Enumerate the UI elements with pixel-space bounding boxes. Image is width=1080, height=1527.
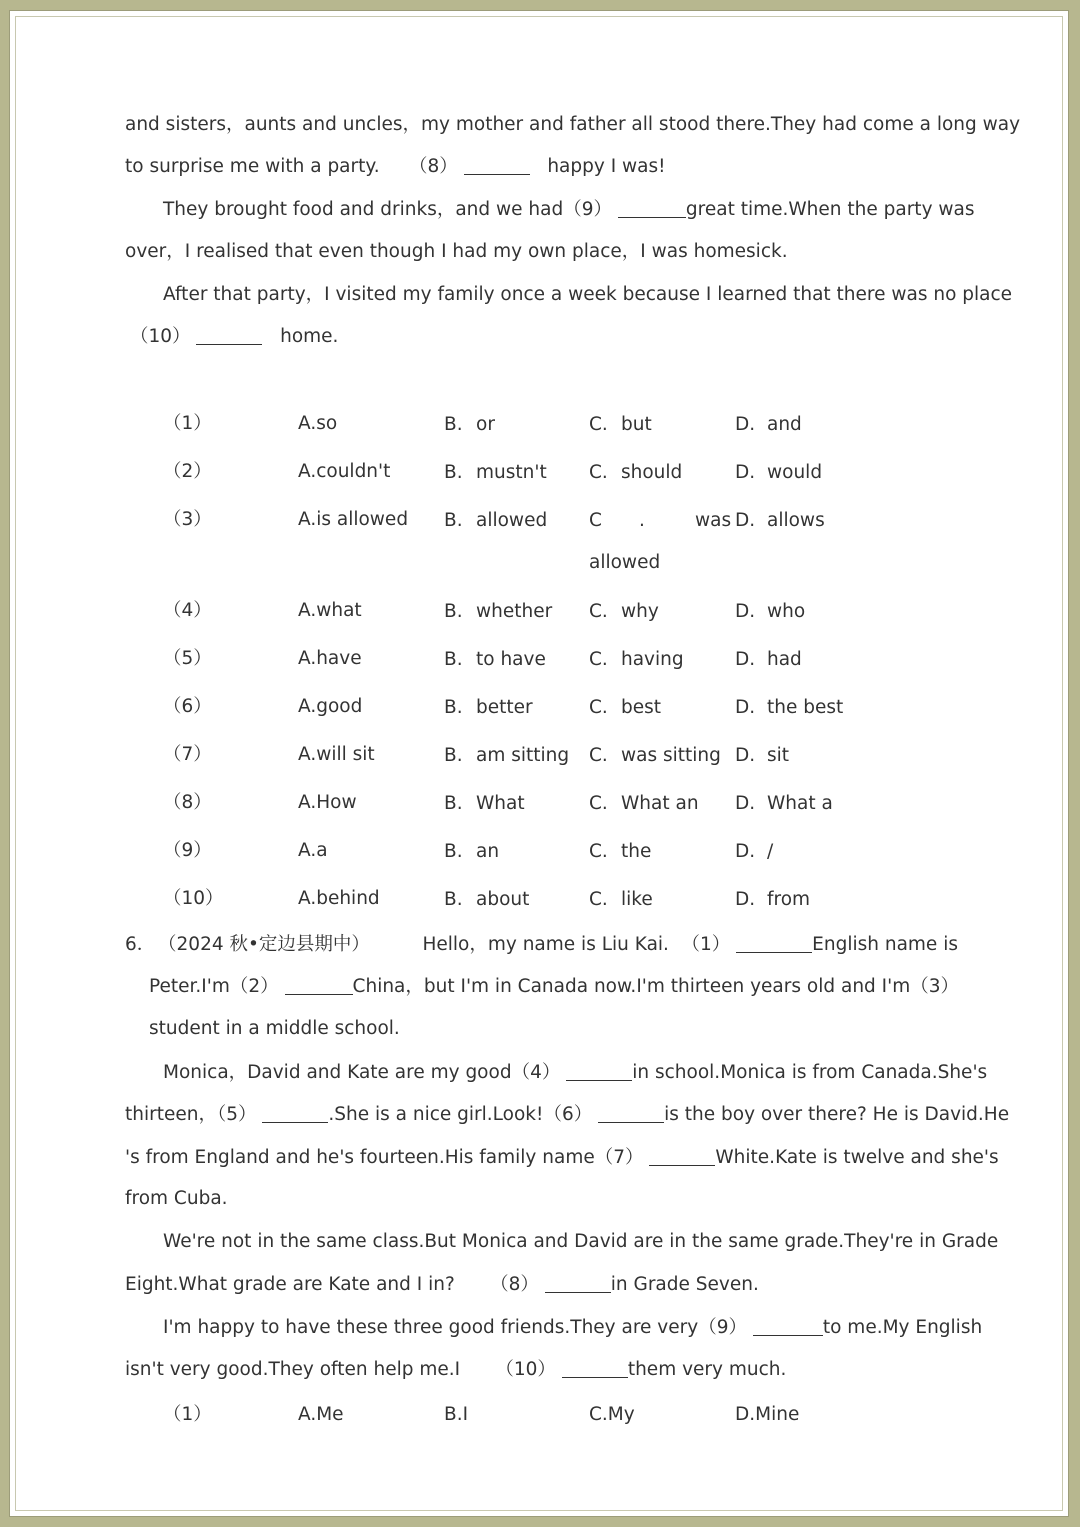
answer-blank[interactable] <box>545 1272 611 1293</box>
text: isn't very good.They often help me.I <box>125 1359 461 1380</box>
option-a[interactable]: A.have <box>298 648 362 669</box>
blank-number: （7） <box>594 1147 644 1168</box>
passage-line <box>149 972 958 1002</box>
option-c[interactable]: C.My <box>589 1404 635 1425</box>
option-letter: B. <box>444 414 463 435</box>
option-letter: D. <box>735 841 756 862</box>
option-c[interactable] <box>589 741 721 771</box>
text: thirteen， <box>125 1104 217 1125</box>
option-text: the best <box>767 697 844 718</box>
option-letter: C. <box>589 793 608 814</box>
option-text: why <box>621 601 659 622</box>
option-text: from <box>767 889 811 910</box>
question-number: （1） <box>163 1404 212 1425</box>
option-a[interactable]: A.will sit <box>298 744 375 765</box>
option-d[interactable] <box>735 885 810 915</box>
option-letter: D. <box>735 414 756 435</box>
passage-line <box>125 152 958 182</box>
option-b[interactable] <box>444 597 552 627</box>
option-text: am sitting <box>476 745 570 766</box>
option-text: would <box>767 462 823 483</box>
text: I'm happy to have these three good friends.They are very <box>163 1317 699 1338</box>
text: China，but I'm in Canada now.I'm thirteen years old and I'm <box>352 976 911 997</box>
option-text: allows <box>767 510 825 531</box>
option-letter: D. <box>735 793 756 814</box>
option-letter: D. <box>735 649 756 670</box>
blank-number: （10） <box>495 1359 556 1380</box>
option-letter: D. <box>735 889 756 910</box>
option-b[interactable] <box>444 885 529 915</box>
question-number: （6） <box>163 696 212 717</box>
option-text: sit <box>767 745 790 766</box>
passage-line <box>125 1355 958 1385</box>
question-number: （7） <box>163 744 212 765</box>
option-letter: C. <box>589 414 608 435</box>
option-letter: C. <box>589 462 608 483</box>
option-c[interactable] <box>589 410 652 440</box>
option-text: or <box>476 414 495 435</box>
answer-blank[interactable] <box>262 1102 328 1123</box>
option-letter: B. <box>444 841 463 862</box>
option-b[interactable] <box>444 837 499 867</box>
text: Peter.I'm <box>149 976 230 997</box>
passage-line: student in a middle school. <box>149 1018 400 1039</box>
text: to me.My English <box>822 1317 983 1338</box>
answer-blank[interactable] <box>753 1315 823 1336</box>
text: They brought food and drinks，and we had <box>163 199 564 220</box>
option-text: / <box>767 841 774 862</box>
passage-line <box>125 195 975 225</box>
answer-blank[interactable] <box>736 932 812 953</box>
option-c[interactable] <box>589 837 651 867</box>
answer-blank[interactable] <box>598 1102 664 1123</box>
option-letter: C. <box>589 841 608 862</box>
passage-line: We're not in the same class.But Monica and David are in the same grade.They're in Grade <box>163 1231 999 1252</box>
option-letter: B. <box>444 649 463 670</box>
option-d[interactable] <box>735 645 802 675</box>
blank-number: （9） <box>563 199 613 220</box>
blank-number: （6） <box>543 1104 593 1125</box>
question-header <box>125 930 958 960</box>
question-number: 6． <box>125 934 156 955</box>
answer-blank[interactable] <box>196 324 262 345</box>
option-letter: B. <box>444 889 463 910</box>
passage-line: After that party，I visited my family once a week because I learned that there was no place <box>163 284 1013 305</box>
option-text: whether <box>476 601 553 622</box>
option-d[interactable] <box>735 741 789 771</box>
option-a[interactable]: A.couldn't <box>298 461 391 482</box>
option-d[interactable] <box>735 410 802 440</box>
option-letter: C. <box>589 649 608 670</box>
option-text: the <box>621 841 652 862</box>
option-a[interactable]: A.Me <box>298 1404 344 1425</box>
blank-number: （4） <box>511 1062 561 1083</box>
option-b[interactable] <box>444 741 569 771</box>
text: Monica，David and Kate are my good <box>163 1062 512 1083</box>
text: great time.When the party was <box>685 199 975 220</box>
option-letter: D. <box>735 601 756 622</box>
option-text: but <box>621 414 652 435</box>
option-letter: D. <box>735 697 756 718</box>
option-letter: B. <box>444 697 463 718</box>
option-text: What a <box>767 793 833 814</box>
question-number: （1） <box>163 413 212 434</box>
question-number: （4） <box>163 600 212 621</box>
option-b[interactable]: B.I <box>444 1404 469 1425</box>
option-d[interactable] <box>735 506 825 536</box>
option-a[interactable]: A.what <box>298 600 362 621</box>
option-text: having <box>621 649 684 670</box>
option-text: about <box>476 889 530 910</box>
passage-line: from Cuba. <box>125 1188 228 1209</box>
answer-blank[interactable] <box>618 197 686 218</box>
option-letter: D. <box>735 462 756 483</box>
option-d[interactable] <box>735 837 773 867</box>
option-letter: C <box>589 510 602 531</box>
option-c[interactable] <box>589 645 684 675</box>
question-number: （3） <box>163 509 212 530</box>
option-b[interactable] <box>444 693 533 723</box>
option-letter: B. <box>444 510 463 531</box>
option-a[interactable]: A.How <box>298 792 357 813</box>
text: happy I was! <box>547 156 666 177</box>
passage-line <box>130 322 963 352</box>
text: .She is a nice girl.Look! <box>328 1104 544 1125</box>
blank-number: （1） <box>681 934 731 955</box>
option-b[interactable] <box>444 506 547 536</box>
passage-line <box>125 1100 1010 1130</box>
option-d[interactable] <box>735 789 833 819</box>
question-number: （10） <box>163 888 224 909</box>
blank-number: （8） <box>490 1274 539 1295</box>
blank-number: （9） <box>698 1317 747 1338</box>
option-a[interactable]: A.a <box>298 840 328 861</box>
text: in Grade Seven. <box>610 1274 759 1295</box>
option-letter: C. <box>589 889 608 910</box>
answer-blank[interactable] <box>566 1060 632 1081</box>
text: English name is <box>812 934 958 955</box>
answer-blank[interactable] <box>285 974 353 995</box>
option-d[interactable] <box>735 458 822 488</box>
option-text: mustn't <box>476 462 547 483</box>
option-text: and <box>767 414 802 435</box>
text: 's from England and he's fourteen.His family name <box>125 1147 595 1168</box>
text: Hello，my name is Liu Kai. <box>422 934 669 955</box>
option-b[interactable] <box>444 410 495 440</box>
blank-number: （2） <box>229 976 279 997</box>
option-letter: C. <box>589 697 608 718</box>
option-text: better <box>476 697 533 718</box>
option-b[interactable] <box>444 458 547 488</box>
blank-number: （8） <box>408 156 458 177</box>
option-c[interactable] <box>589 597 659 627</box>
option-d[interactable]: D.Mine <box>735 1404 800 1425</box>
question-number: （9） <box>163 840 212 861</box>
blank-number: （5） <box>216 1104 257 1125</box>
answer-blank[interactable] <box>562 1357 628 1378</box>
option-a[interactable]: A.behind <box>298 888 380 909</box>
option-c[interactable] <box>589 693 661 723</box>
option-c[interactable] <box>589 458 682 488</box>
option-letter: B. <box>444 601 463 622</box>
option-text: What <box>476 793 525 814</box>
option-a[interactable]: A.so <box>298 413 338 434</box>
option-letter: D. <box>735 745 756 766</box>
passage-line: and sisters，aunts and uncles，my mother and father all stood there.They had come a long way <box>125 114 1021 135</box>
passage-line <box>163 1058 988 1088</box>
option-b[interactable] <box>444 789 525 819</box>
option-letter: C. <box>589 745 608 766</box>
option-letter: D. <box>735 510 756 531</box>
option-text: like <box>621 889 653 910</box>
option-a[interactable]: A.is allowed <box>298 509 409 530</box>
option-c[interactable] <box>589 885 653 915</box>
option-text: was sitting <box>621 745 721 766</box>
passage-line <box>125 1270 958 1300</box>
text: is the boy over there? He is David.He <box>664 1104 1010 1125</box>
blank-number: （3） <box>910 976 960 997</box>
option-text: an <box>476 841 500 862</box>
option-text: to have <box>476 649 546 670</box>
text: to surprise me with a party. <box>125 156 380 177</box>
option-a[interactable]: A.good <box>298 696 363 717</box>
answer-blank[interactable] <box>464 154 530 175</box>
passage-line <box>163 1313 983 1343</box>
option-text: allowed <box>476 510 548 531</box>
passage-line: over，I realised that even though I had my own place，I was homesick. <box>125 241 788 262</box>
answer-blank[interactable] <box>649 1145 715 1166</box>
question-number: （8） <box>163 792 212 813</box>
option-c-continued[interactable]: allowed <box>589 552 661 573</box>
text: White.Kate is twelve and she's <box>715 1147 999 1168</box>
passage-line <box>125 1143 999 1173</box>
option-letter: B. <box>444 793 463 814</box>
question-number: （2） <box>163 461 212 482</box>
option-text: was <box>695 510 732 531</box>
option-letter: B. <box>444 745 463 766</box>
option-text: who <box>767 601 806 622</box>
question-number: （5） <box>163 648 212 669</box>
option-text: best <box>621 697 662 718</box>
option-d[interactable] <box>735 693 843 723</box>
option-c[interactable] <box>589 789 699 819</box>
text: them very much. <box>627 1359 787 1380</box>
text: in school.Monica is from Canada.She's <box>632 1062 988 1083</box>
option-c[interactable] <box>589 506 732 536</box>
option-text: What an <box>621 793 699 814</box>
text: Eight.What grade are Kate and I in? <box>125 1274 455 1295</box>
question-source: （2024 秋•定边县期中） <box>167 934 370 955</box>
option-dot: . <box>639 510 645 531</box>
option-text: had <box>767 649 802 670</box>
option-d[interactable] <box>735 597 805 627</box>
option-letter: C. <box>589 601 608 622</box>
option-text: should <box>621 462 683 483</box>
option-letter: B. <box>444 462 463 483</box>
blank-number: （10） <box>130 326 191 347</box>
option-b[interactable] <box>444 645 546 675</box>
text: home. <box>280 326 339 347</box>
